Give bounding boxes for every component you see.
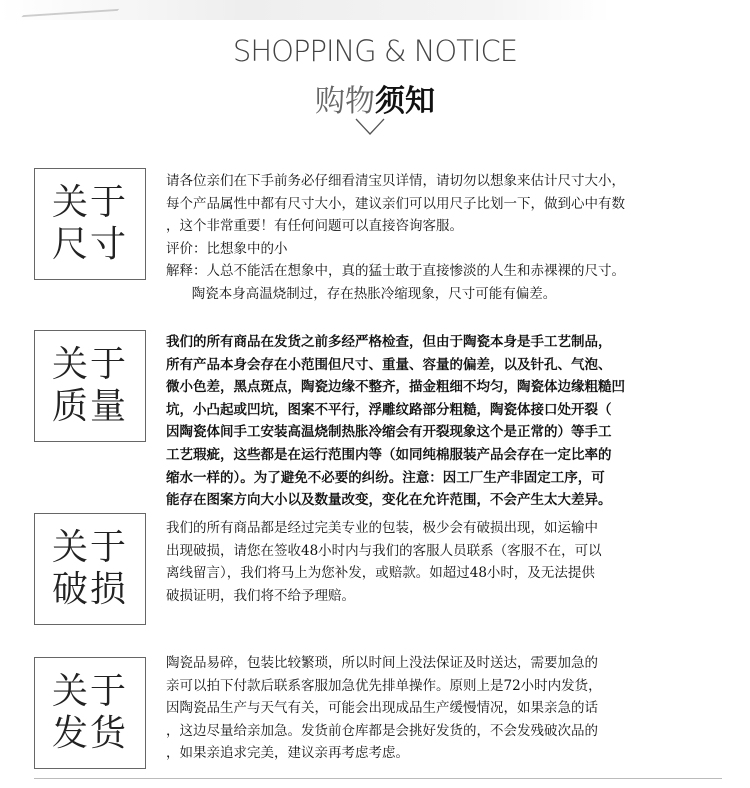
quality-notice-text: 我们的所有商品在发货之前多经严格检查，但由于陶瓷本身是手工艺制品， 所有产品本身会存在小范围但尺寸、重量、容量的偏差，以及针孔、气泡、 微小色差，黑点斑点，陶瓷边缘不整齐，描金粗细不均匀，陶瓷体边缘粗糙凹 坑，小凸起或凹坑，图案不平行，浮雕纹路部分粗糙，陶瓷体接口处开裂（ 因陶瓷体间手工安装高温烧制热胀冷缩会有开裂现象这个是正常的）等手工 工艺瑕疵，这些都是在运行范围内等（如同纯棉服装产品会存在一定比率的 缩水一样的）。为了避免不必要的纠纷。注意：因工厂生产非固定工序，可 能存在图案方向大小以及数量改变，变化在允许范围，不会产生太大差异。	[166, 334, 625, 509]
label-box-shipping-line2: 发货	[51, 713, 128, 754]
header-chinese-title-light: 购物	[315, 84, 375, 119]
label-box-size-line2: 尺寸	[51, 224, 128, 265]
label-box-damage-line1: 关于	[51, 527, 128, 568]
label-box-quality-line2: 质量	[51, 386, 128, 427]
label-box-shipping	[34, 657, 146, 769]
chevron-down-icon	[355, 117, 385, 137]
size-notice-text: 请各位亲们在下手前务必仔细看清宝贝详情，请切勿以想象来估计尺寸大小， 每个产品属性中都有尺寸大小，建议亲们可以用尺子比划一下，做到心中有数 ，这个非常重要！有任何问题可以直接咨询客服。 评价：比想象中的小 解释：人总不能活在想象中，真的猛士敢于直接惨淡的人生和赤裸裸的尺寸。 陶瓷本身高温烧制过，存在热胀冷缩现象，尺寸可能有偏差。	[166, 173, 625, 302]
damage-notice-text: 我们的所有商品都是经过完美专业的包装，极少会有破损出现，如运输中 出现破损，请您在签收48小时内与我们的客服人员联系（客服不在，可以 离线留言），我们将马上为您补发，或赔款。如超过48小时，及无法提供 破损证明，我们将不给予理赔。	[166, 520, 602, 604]
bottom-divider	[34, 778, 722, 779]
label-box-damage	[34, 513, 146, 625]
shipping-notice-text: 陶瓷品易碎，包装比较繁琐，所以时间上没法保证及时送达，需要加急的 亲可以拍下付款后联系客服加急优先排单操作。原则上是72小时内发货， 因陶瓷品生产与天气有关，可能会出现成品生产缓慢情况，如果亲急的话 ，这边尽量给亲加急。发货前仓库都是会挑好发货的，不会发残破次品的 ，如果亲追求完美，建议亲再考虑考虑。	[166, 655, 602, 762]
label-box-quality	[34, 330, 146, 442]
header-chinese-title	[0, 76, 750, 120]
label-box-shipping-line1: 关于	[51, 671, 128, 712]
header-chinese-title-bold: 须知	[375, 84, 435, 119]
header-english-title: SHOPPING & NOTICE	[232, 34, 518, 68]
label-box-damage-line2: 破损	[51, 569, 128, 610]
label-box-quality-line1: 关于	[51, 344, 128, 385]
label-box-size	[34, 168, 146, 280]
label-box-size-line1: 关于	[51, 182, 128, 223]
